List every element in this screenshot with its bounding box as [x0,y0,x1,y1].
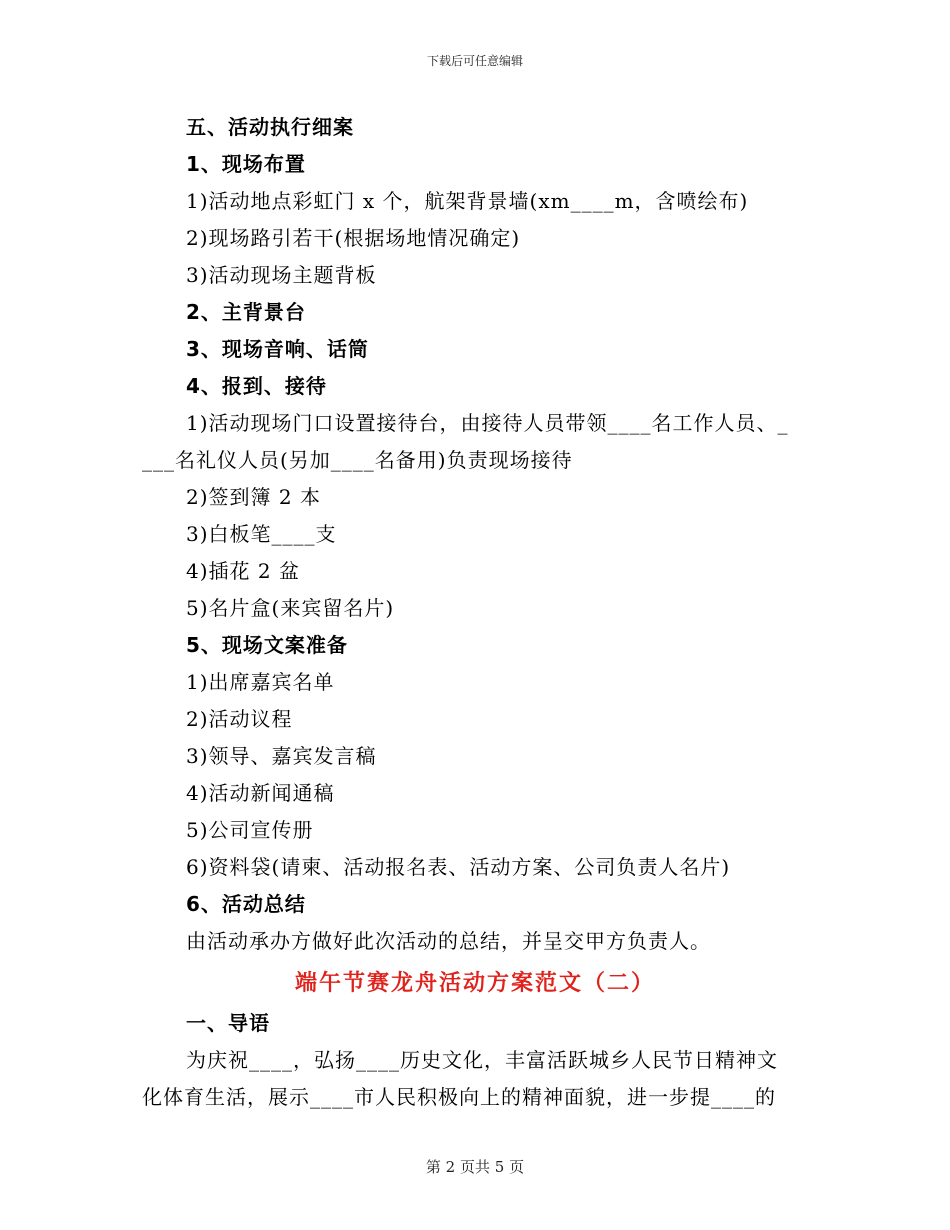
intro-heading: 一、导语 [186,1011,270,1035]
list-item: 4)活动新闻通稿 [186,781,335,805]
summary-text: 由活动承办方做好此次活动的总结，并呈交甲方负责人。 [186,929,711,953]
list-item: 2)签到簿 2 本 [186,485,321,509]
list-item: 5)名片盒(来宾留名片) [186,596,395,620]
page-header: 下载后可任意编辑 [426,54,523,68]
subheading-summary: 6、活动总结 [186,892,306,916]
list-item: 1)活动地点彩虹门 x 个，航架背景墙(xm____m，含喷绘布) [186,189,749,213]
subheading-site-setup: 1、现场布置 [186,152,306,176]
list-item: 2)活动议程 [186,707,293,731]
subheading-main-stage: 2、主背景台 [186,300,306,324]
intro-paragraph-line: 为庆祝____，弘扬____历史文化，丰富活跃城乡人民节日精神文 [186,1048,778,1072]
list-item: 4)插花 2 盆 [186,559,300,583]
page-footer: 第 2 页共 5 页 [425,1158,525,1176]
list-item: 3)活动现场主题背板 [186,263,377,287]
subheading-audio: 3、现场音响、话筒 [186,337,369,361]
list-item: 6)资料袋(请柬、活动报名表、活动方案、公司负责人名片) [186,855,731,879]
list-item: 3)白板笔____支 [186,522,337,546]
list-item-continuation: ___名礼仪人员(另加____名备用)负责现场接待 [142,448,573,472]
list-item: 3)领导、嘉宾发言稿 [186,744,377,768]
list-item: 1)活动现场门口设置接待台，由接待人员带领____名工作人员、_ [186,411,789,435]
list-item: 5)公司宣传册 [186,818,314,842]
list-item: 1)出席嘉宾名单 [186,670,335,694]
list-item: 2)现场路引若干(根据场地情况确定) [186,226,521,250]
intro-paragraph-line: 化体育生活，展示____市人民积极向上的精神面貌，进一步提____的 [142,1085,776,1109]
section-heading: 五、活动执行细案 [186,115,354,139]
part-two-title: 端午节赛龙舟活动方案范文（二） [294,971,655,996]
subheading-documents: 5、现场文案准备 [186,633,348,657]
subheading-reception: 4、报到、接待 [186,374,327,398]
